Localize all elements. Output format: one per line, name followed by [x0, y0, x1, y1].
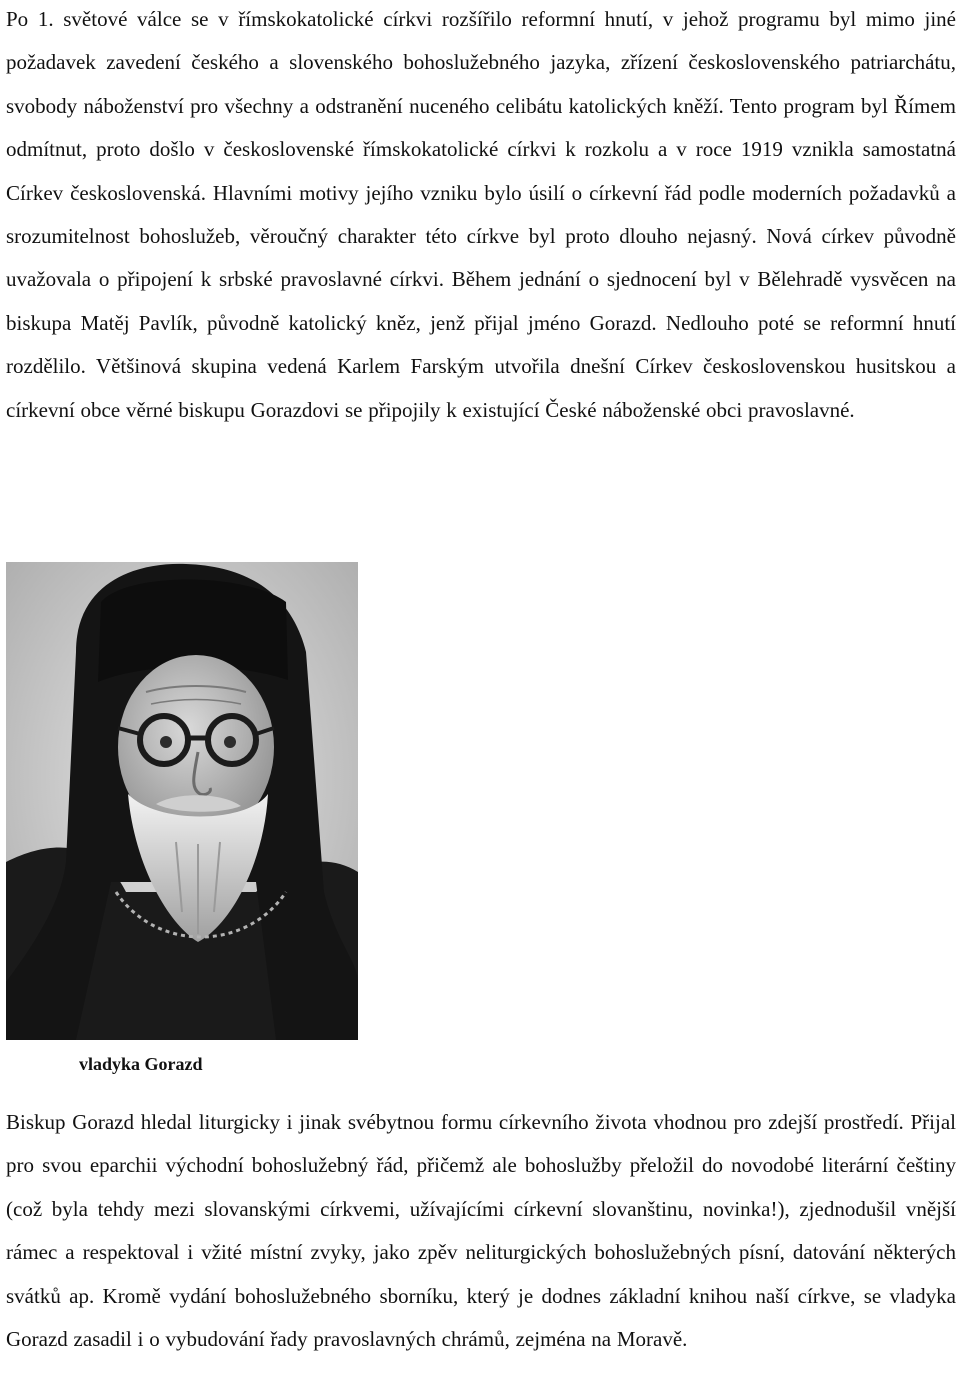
- body-paragraph-gorazd: Biskup Gorazd hledal liturgicky i jinak svébytnou formu církevního života vhodnou pro zdejší prostředí. Přijal pro svou eparchii východní bohoslužebný řád, přičemž ale bohoslužby přeložil do novodobé literární češtiny (což byla tehdy mezi slovanskými církvemi, užívajícími církevní slovanštinu, novinka!), zjednodušil vnější rámec a respektoval i vžité místní zvyky, jako zpěv neliturgických bohoslužebných písní, datování některých svátků ap. Kromě vydání bohoslužebného sborníku, který je dodnes základní knihou naší církve, se vladyka Gorazd zasadil i o vybudování řady pravoslavných chrámů, zejména na Moravě.: [6, 1110, 956, 1352]
- photo-caption: vladyka Gorazd: [79, 1054, 203, 1074]
- body-paragraph-intro: Po 1. světové válce se v římskokatolické církvi rozšířilo reformní hnutí, v jehož programu byl mimo jiné požadavek zavedení českého a slovenského bohoslužebného jazyka, zřízení československého patriarchátu, svobody náboženství pro všechny a odstranění nuceného celibátu katolických kněží. Tento program byl Římem odmítnut, proto došlo v československé římskokatolické církvi k rozkolu a v roce 1919 vznikla samostatná Církev československá. Hlavními motivy jejího vzniku bylo úsilí o církevní řád podle moderních požadavků a srozumitelnost bohoslužeb, věroučný charakter této církve byl proto dlouho nejasný. Nová církev původně uvažovala o připojení k srbské pravoslavné církvi. Během jednání o sjednocení byl v Bělehradě vysvěcen na biskupa Matěj Pavlík, původně katolický kněz, jenž přijal jméno Gorazd. Nedlouho poté se reformní hnutí rozdělilo. Většinová skupina vedená Karlem Farským utvořila dnešní Církev československou husitskou a církevní obce věrné biskupu Gorazdovi se připojily k existující České náboženské obci pravoslavné.: [6, 7, 956, 422]
- portrait-photo: [6, 562, 358, 1040]
